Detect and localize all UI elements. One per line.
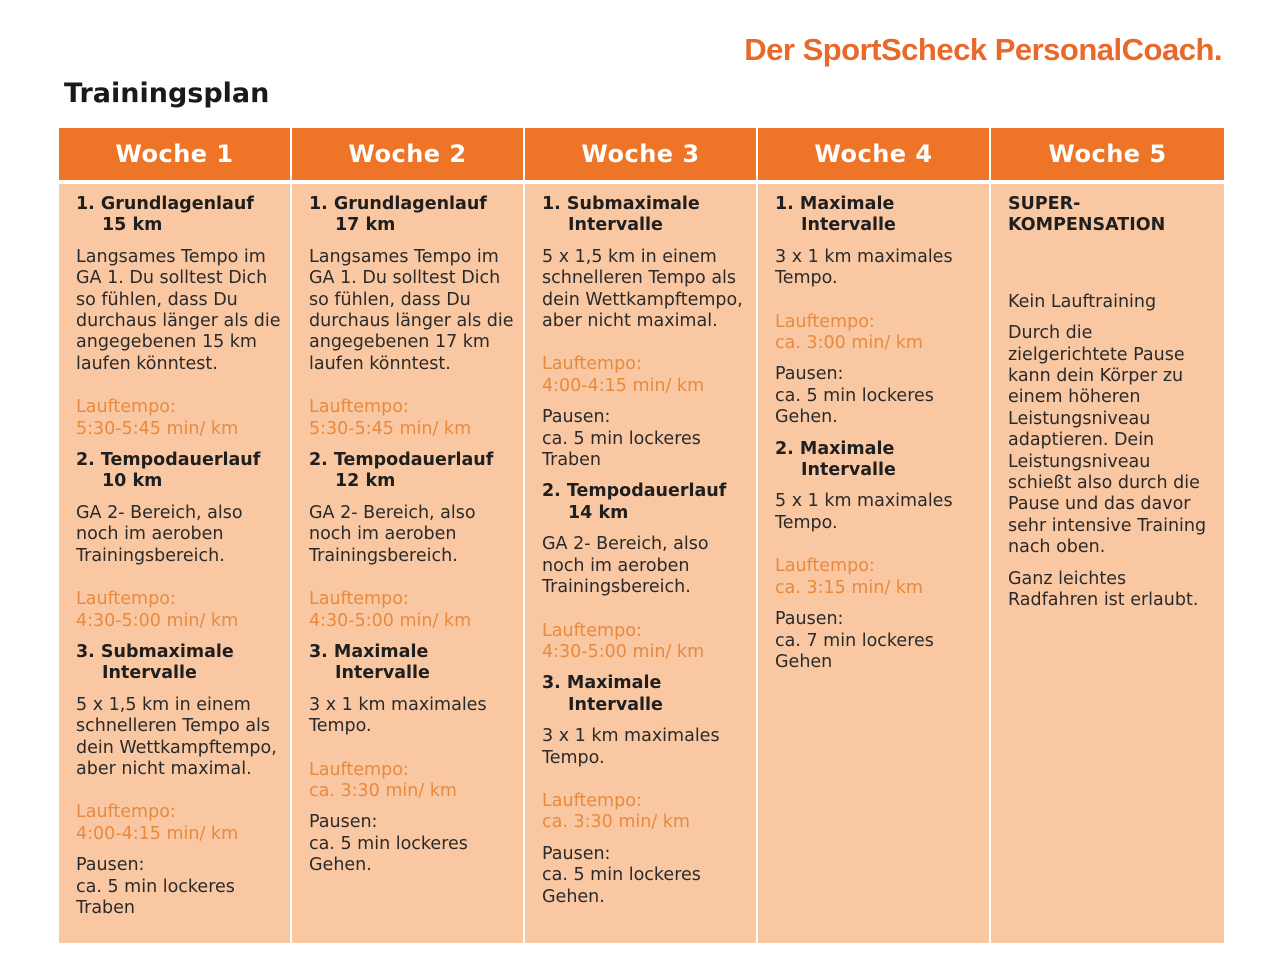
pace-info: Lauftempo: 4:30-5:00 min/ km bbox=[309, 589, 472, 631]
pace-info: Lauftempo: 4:00-4:15 min/ km bbox=[76, 802, 239, 844]
session-description: GA 2- Bereich, also noch im aeroben Trainingsbereich. bbox=[542, 534, 709, 598]
session-heading: 1. Grundlagenlauf 17 km bbox=[309, 194, 487, 236]
session-description: Ganz leichtes Radfahren ist erlaubt. bbox=[1008, 568, 1199, 611]
session-heading: 3. Maximale Intervalle bbox=[542, 673, 663, 715]
plan-table bbox=[59, 128, 1224, 943]
pace-info: Lauftempo: 5:30-5:45 min/ km bbox=[309, 397, 472, 439]
session-description: GA 2- Bereich, also noch im aeroben Trainingsbereich. bbox=[309, 502, 476, 566]
pace-info: Lauftempo: ca. 3:30 min/ km bbox=[309, 759, 457, 801]
rest-info: Pausen: ca. 5 min lockeres Gehen. bbox=[542, 843, 701, 907]
pace-info: Lauftempo: 4:30-5:00 min/ km bbox=[76, 589, 239, 631]
session-heading: 1. Grundlagenlauf 15 km bbox=[76, 194, 254, 236]
rest-info: Pausen: ca. 5 min lockeres Traben bbox=[542, 407, 701, 471]
session-heading: 2. Tempodauerlauf 14 km bbox=[542, 481, 727, 523]
session-description: 3 x 1 km maximales Tempo. bbox=[309, 694, 487, 737]
rest-info: Pausen: ca. 5 min lockeres Gehen. bbox=[775, 364, 934, 428]
week-5-column bbox=[991, 128, 1224, 943]
session-heading: 1. Submaximale Intervalle bbox=[542, 194, 700, 236]
week-3-body bbox=[525, 184, 756, 943]
session-description: Langsames Tempo im GA 1. Du solltest Dich so fühlen, dass Du durchaus länger als die angegebenen 17 km laufen könntest. bbox=[309, 246, 514, 374]
pace-info: Lauftempo: ca. 3:00 min/ km bbox=[775, 311, 923, 354]
week-2-body bbox=[292, 184, 523, 943]
session-heading: 3. Submaximale Intervalle bbox=[76, 641, 234, 684]
session-heading: SUPER- KOMPENSATION bbox=[1008, 194, 1166, 236]
week-3-header: Woche 3 bbox=[525, 128, 756, 180]
session-description: GA 2- Bereich, also noch im aeroben Trainingsbereich. bbox=[76, 502, 243, 566]
session-description: 3 x 1 km maximales Tempo. bbox=[775, 246, 953, 289]
week-1-body bbox=[59, 184, 290, 943]
week-4-body bbox=[758, 184, 989, 943]
pace-info: Lauftempo: 5:30-5:45 min/ km bbox=[76, 397, 239, 439]
session-heading: 2. Tempodauerlauf 12 km bbox=[309, 450, 494, 492]
pace-info: Lauftempo: 4:00-4:15 min/ km bbox=[542, 354, 705, 396]
pace-info: Lauftempo: 4:30-5:00 min/ km bbox=[542, 620, 705, 662]
page-title: Trainingsplan bbox=[64, 78, 270, 109]
session-description: Langsames Tempo im GA 1. Du solltest Dich so fühlen, dass Du durchaus länger als die angegebenen 15 km laufen könntest. bbox=[76, 246, 281, 374]
pace-info: Lauftempo: ca. 3:15 min/ km bbox=[775, 556, 923, 598]
session-description: 5 x 1,5 km in einem schnelleren Tempo als dein Wettkampftempo, aber nicht maximal. bbox=[542, 246, 743, 332]
week-5-header: Woche 5 bbox=[991, 128, 1224, 180]
rest-info: Pausen: ca. 7 min lockeres Gehen bbox=[775, 609, 934, 672]
week-4-header: Woche 4 bbox=[758, 128, 989, 180]
week-1-header: Woche 1 bbox=[59, 128, 290, 180]
week-1-column bbox=[59, 128, 292, 943]
week-2-header: Woche 2 bbox=[292, 128, 523, 180]
rest-info: Pausen: ca. 5 min lockeres Gehen. bbox=[309, 812, 468, 876]
week-2-column bbox=[292, 128, 525, 943]
week-4-column bbox=[758, 128, 991, 943]
session-heading: 2. Maximale Intervalle bbox=[775, 438, 896, 481]
session-description: 5 x 1,5 km in einem schnelleren Tempo als dein Wettkampftempo, aber nicht maximal. bbox=[76, 694, 277, 779]
session-heading: 1. Maximale Intervalle bbox=[775, 194, 896, 236]
session-description: Durch die zielgerichtete Pause kann dein Körper zu einem höheren Leistungsniveau adaptieren. Dein Leistungsniveau schießt also durch die Pause und das davor sehr intensive Training nach oben. bbox=[1008, 323, 1207, 558]
brand-logo: Der SportScheck PersonalCoach. bbox=[744, 32, 1222, 67]
session-heading: 2. Tempodauerlauf 10 km bbox=[76, 450, 261, 492]
rest-info: Pausen: ca. 5 min lockeres Traben bbox=[76, 855, 235, 918]
session-description: 3 x 1 km maximales Tempo. bbox=[542, 726, 720, 768]
session-description: Kein Lauftraining bbox=[1008, 291, 1157, 312]
week-3-column bbox=[525, 128, 758, 943]
session-description: 5 x 1 km maximales Tempo. bbox=[775, 491, 953, 533]
week-5-body bbox=[991, 184, 1224, 943]
session-heading: 3. Maximale Intervalle bbox=[309, 641, 430, 684]
pace-info: Lauftempo: ca. 3:30 min/ km bbox=[542, 790, 690, 833]
